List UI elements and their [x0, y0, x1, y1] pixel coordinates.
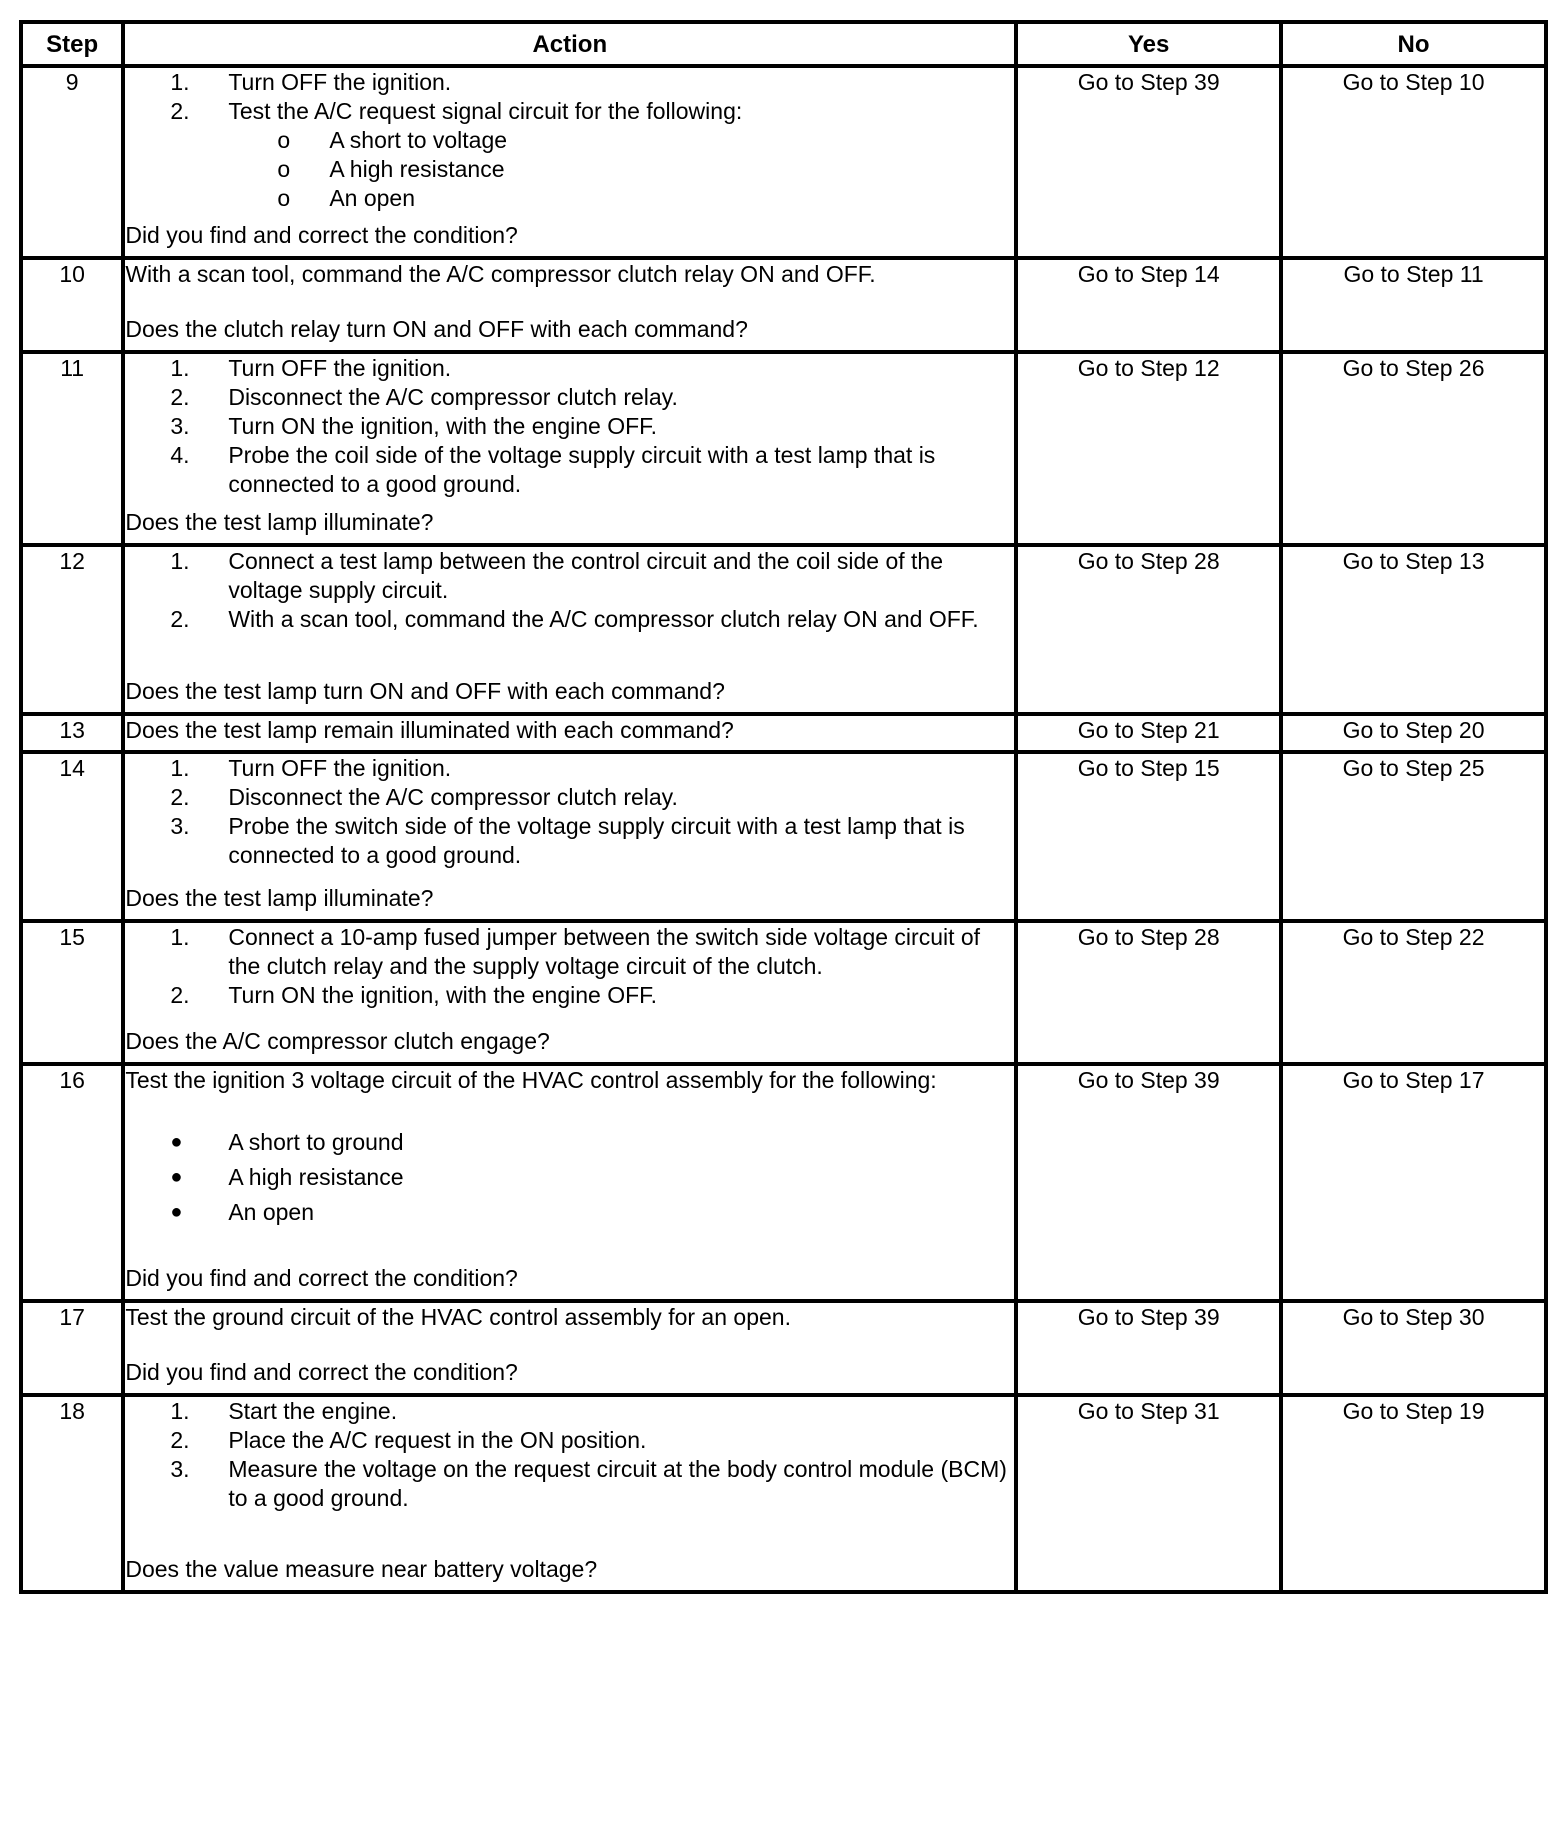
step-text: Turn OFF the ignition.: [228, 69, 452, 95]
no-cell: Go to Step 11: [1281, 258, 1546, 352]
list-item: [125, 783, 1014, 812]
step-text: Place the A/C request in the ON position.: [228, 1427, 647, 1453]
no-cell: Go to Step 19: [1281, 1395, 1546, 1592]
step-index: 1.: [170, 1398, 190, 1424]
yes-cell: Go to Step 39: [1016, 1064, 1281, 1301]
step-index: 2.: [170, 1427, 190, 1453]
step-index: 2.: [170, 784, 190, 810]
list-item: [125, 383, 1014, 412]
step-index: 1.: [170, 548, 190, 574]
sub-text: A short to voltage: [329, 127, 508, 153]
question-text: Did you find and correct the condition?: [125, 1359, 518, 1385]
question-text: Does the test lamp turn ON and OFF with each command?: [125, 678, 725, 704]
step-index: 1.: [170, 355, 190, 381]
step-text: With a scan tool, command the A/C compressor clutch relay ON and OFF.: [228, 606, 979, 632]
list-item: [125, 1455, 1014, 1513]
table-row: [21, 1301, 1546, 1395]
step-text: Connect a 10-amp fused jumper between the switch side voltage circuit of the clutch relay and the supply voltage circuit of the clutch.: [228, 924, 981, 979]
header-row: [21, 22, 1546, 66]
list-item: [125, 547, 1014, 605]
step-index: 1.: [170, 924, 190, 950]
yes-cell: Go to Step 31: [1016, 1395, 1281, 1592]
yes-cell: Go to Step 21: [1016, 714, 1281, 752]
yes-cell: Go to Step 28: [1016, 921, 1281, 1064]
bullet-list: [125, 1125, 1014, 1230]
step-index: 3.: [170, 1456, 190, 1482]
table-row: [21, 352, 1546, 545]
action-text: Test the ground circuit of the HVAC control assembly for an open.: [125, 1304, 791, 1330]
bullet-text: An open: [228, 1199, 315, 1225]
list-item: [125, 354, 1014, 383]
yes-cell: Go to Step 15: [1016, 752, 1281, 921]
step-text: Measure the voltage on the request circuit at the body control module (BCM) to a good ground.: [228, 1456, 1007, 1511]
step-number: 17: [21, 1301, 123, 1395]
step-index: 1.: [170, 69, 190, 95]
sub-list: [125, 126, 1014, 213]
table-row: [21, 921, 1546, 1064]
bullet-icon: ●: [170, 1201, 183, 1223]
yes-cell: Go to Step 39: [1016, 1301, 1281, 1395]
list-item: [125, 605, 1014, 634]
list-item: [125, 1160, 1014, 1195]
numbered-steps: [125, 354, 1014, 499]
step-text: Disconnect the A/C compressor clutch relay.: [228, 384, 678, 410]
step-text: Turn ON the ignition, with the engine OFF.: [228, 982, 658, 1008]
bullet-icon: ●: [170, 1166, 183, 1188]
action-text: With a scan tool, command the A/C compressor clutch relay ON and OFF.: [125, 261, 876, 287]
action-cell: [123, 1301, 1016, 1395]
list-item: [125, 1125, 1014, 1160]
header-action: Action: [123, 22, 1016, 66]
list-item: [125, 126, 1014, 155]
question-text: Did you find and correct the condition?: [125, 1265, 518, 1291]
step-number: 18: [21, 1395, 123, 1592]
circle-bullet-icon: o: [277, 127, 291, 153]
action-cell: [123, 545, 1016, 714]
list-item: [125, 981, 1014, 1010]
step-number: 16: [21, 1064, 123, 1301]
header-no: No: [1281, 22, 1546, 66]
action-cell: [123, 752, 1016, 921]
list-item: [125, 754, 1014, 783]
question-text: Does the test lamp illuminate?: [125, 885, 434, 911]
step-text: Connect a test lamp between the control circuit and the coil side of the voltage supply circuit.: [228, 548, 944, 603]
no-cell: Go to Step 30: [1281, 1301, 1546, 1395]
step-text: Turn ON the ignition, with the engine OFF.: [228, 413, 658, 439]
action-cell: [123, 921, 1016, 1064]
numbered-steps: [125, 68, 1014, 126]
table-row: [21, 1395, 1546, 1592]
step-text: Disconnect the A/C compressor clutch relay.: [228, 784, 678, 810]
list-item: [125, 184, 1014, 213]
step-number: 11: [21, 352, 123, 545]
list-item: [125, 97, 1014, 126]
action-cell: [123, 66, 1016, 258]
step-index: 2.: [170, 98, 190, 124]
no-cell: Go to Step 25: [1281, 752, 1546, 921]
numbered-steps: [125, 754, 1014, 870]
step-number: 9: [21, 66, 123, 258]
step-index: 3.: [170, 813, 190, 839]
action-cell: [123, 1064, 1016, 1301]
step-number: 14: [21, 752, 123, 921]
step-number: 12: [21, 545, 123, 714]
step-index: 2.: [170, 982, 190, 1008]
step-index: 4.: [170, 442, 190, 468]
table-row: [21, 1064, 1546, 1301]
list-item: [125, 412, 1014, 441]
step-text: Turn OFF the ignition.: [228, 755, 452, 781]
diagnostic-table: [19, 20, 1548, 1594]
list-item: [125, 1195, 1014, 1230]
question-text: Does the test lamp illuminate?: [125, 509, 434, 535]
list-item: [125, 68, 1014, 97]
question-text: Does the test lamp remain illuminated with each command?: [125, 717, 734, 743]
action-cell: [123, 714, 1016, 752]
step-index: 1.: [170, 755, 190, 781]
step-number: 13: [21, 714, 123, 752]
list-item: [125, 155, 1014, 184]
step-text: Probe the switch side of the voltage supply circuit with a test lamp that is connected to a good ground.: [228, 813, 965, 868]
no-cell: Go to Step 17: [1281, 1064, 1546, 1301]
numbered-steps: [125, 1397, 1014, 1513]
sub-text: A high resistance: [329, 156, 505, 182]
list-item: [125, 1426, 1014, 1455]
action-cell: [123, 352, 1016, 545]
question-text: Did you find and correct the condition?: [125, 222, 518, 248]
bullet-text: A high resistance: [228, 1164, 404, 1190]
list-item: [125, 812, 1014, 870]
step-text: Test the A/C request signal circuit for the following:: [228, 98, 743, 124]
yes-cell: Go to Step 14: [1016, 258, 1281, 352]
list-item: [125, 1397, 1014, 1426]
step-number: 10: [21, 258, 123, 352]
sub-text: An open: [329, 185, 416, 211]
no-cell: Go to Step 10: [1281, 66, 1546, 258]
list-item: [125, 441, 1014, 499]
step-text: Start the engine.: [228, 1398, 398, 1424]
no-cell: Go to Step 26: [1281, 352, 1546, 545]
yes-cell: Go to Step 28: [1016, 545, 1281, 714]
action-cell: [123, 258, 1016, 352]
no-cell: Go to Step 13: [1281, 545, 1546, 714]
no-cell: Go to Step 20: [1281, 714, 1546, 752]
list-item: [125, 923, 1014, 981]
question-text: Does the value measure near battery voltage?: [125, 1556, 598, 1582]
action-cell: [123, 1395, 1016, 1592]
bullet-icon: ●: [170, 1131, 183, 1153]
yes-cell: Go to Step 39: [1016, 66, 1281, 258]
step-text: Probe the coil side of the voltage supply circuit with a test lamp that is connected to a good ground.: [228, 442, 936, 497]
bullet-text: A short to ground: [228, 1129, 404, 1155]
table-row: [21, 752, 1546, 921]
step-index: 2.: [170, 384, 190, 410]
step-index: 3.: [170, 413, 190, 439]
action-text: Test the ignition 3 voltage circuit of the HVAC control assembly for the following:: [125, 1067, 937, 1093]
no-cell: Go to Step 22: [1281, 921, 1546, 1064]
step-index: 2.: [170, 606, 190, 632]
table-row: [21, 258, 1546, 352]
question-text: Does the clutch relay turn ON and OFF with each command?: [125, 316, 748, 342]
circle-bullet-icon: o: [277, 156, 291, 182]
step-number: 15: [21, 921, 123, 1064]
table-row: [21, 714, 1546, 752]
table-row: [21, 66, 1546, 258]
yes-cell: Go to Step 12: [1016, 352, 1281, 545]
step-text: Turn OFF the ignition.: [228, 355, 452, 381]
numbered-steps: [125, 923, 1014, 1010]
question-text: Does the A/C compressor clutch engage?: [125, 1028, 550, 1054]
numbered-steps: [125, 547, 1014, 634]
circle-bullet-icon: o: [277, 185, 291, 211]
header-step: Step: [21, 22, 123, 66]
header-yes: Yes: [1016, 22, 1281, 66]
table-row: [21, 545, 1546, 714]
